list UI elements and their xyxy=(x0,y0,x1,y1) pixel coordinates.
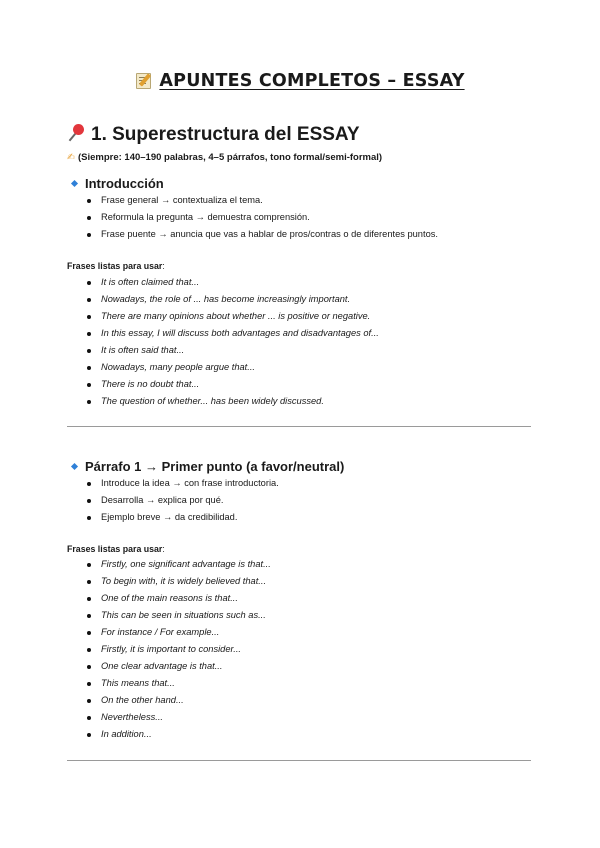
intro-phrases-list xyxy=(87,274,379,410)
writing-hand-icon: ✍ xyxy=(67,152,75,163)
section-heading xyxy=(67,124,360,146)
paragraph1-phrases-label: Frases listas para usar: xyxy=(67,544,165,554)
intro-heading xyxy=(70,176,164,191)
list-item: Introduce la idea → con frase introductoria. xyxy=(87,475,279,492)
paragraph1-heading xyxy=(70,459,344,474)
list-item: For instance / For example... xyxy=(87,624,271,641)
list-item: Ejemplo breve → da credibilidad. xyxy=(87,509,279,526)
list-item: It is often claimed that... xyxy=(87,274,379,291)
list-item: It is often said that... xyxy=(87,342,379,359)
horizontal-divider xyxy=(67,760,531,761)
list-item: Firstly, it is important to consider... xyxy=(87,641,271,658)
list-item: This can be seen in situations such as... xyxy=(87,607,271,624)
list-item: Firstly, one significant advantage is that... xyxy=(87,556,271,573)
intro-points-list xyxy=(87,192,438,243)
list-item: There is no doubt that... xyxy=(87,376,379,393)
list-item: Reformula la pregunta → demuestra comprensión. xyxy=(87,209,438,226)
list-item: In addition... xyxy=(87,726,271,743)
blue-diamond-icon xyxy=(71,463,78,470)
intro-phrases-label: Frases listas para usar: xyxy=(67,261,165,271)
section-subtitle xyxy=(67,152,382,163)
document-title xyxy=(0,71,600,91)
list-item: There are many opinions about whether ... is positive or negative. xyxy=(87,308,379,325)
horizontal-divider xyxy=(67,426,531,427)
section-subtitle-text: (Siempre: 140–190 palabras, 4–5 párrafos, tono formal/semi-formal) xyxy=(77,152,383,163)
list-item: Frase general → contextualiza el tema. xyxy=(87,192,438,209)
list-item: Desarrolla → explica por qué. xyxy=(87,492,279,509)
list-item: Frase puente → anuncia que vas a hablar de pros/contras o de diferentes puntos. xyxy=(87,226,438,243)
list-item: One of the main reasons is that... xyxy=(87,590,271,607)
list-item: To begin with, it is widely believed that... xyxy=(87,573,271,590)
memo-icon xyxy=(135,71,153,88)
list-item: One clear advantage is that... xyxy=(87,658,271,675)
document-title-text: APUNTES COMPLETOS – ESSAY xyxy=(159,71,465,91)
paragraph1-points-list xyxy=(87,475,279,526)
section-heading-text: 1. Superestructura del ESSAY xyxy=(91,124,360,145)
intro-heading-text: Introducción xyxy=(85,176,164,191)
list-item: Nevertheless... xyxy=(87,709,271,726)
list-item: Nowadays, the role of ... has become increasingly important. xyxy=(87,291,379,308)
paragraph1-heading-text: Párrafo 1 → Primer punto (a favor/neutral) xyxy=(85,459,345,474)
list-item: This means that... xyxy=(87,675,271,692)
list-item: The question of whether... has been widely discussed. xyxy=(87,393,379,410)
list-item: Nowadays, many people argue that... xyxy=(87,359,379,376)
list-item: In this essay, I will discuss both advantages and disadvantages of... xyxy=(87,325,379,342)
paragraph1-phrases-list xyxy=(87,556,271,743)
pushpin-icon xyxy=(67,124,85,142)
list-item: On the other hand... xyxy=(87,692,271,709)
blue-diamond-icon xyxy=(71,180,78,187)
